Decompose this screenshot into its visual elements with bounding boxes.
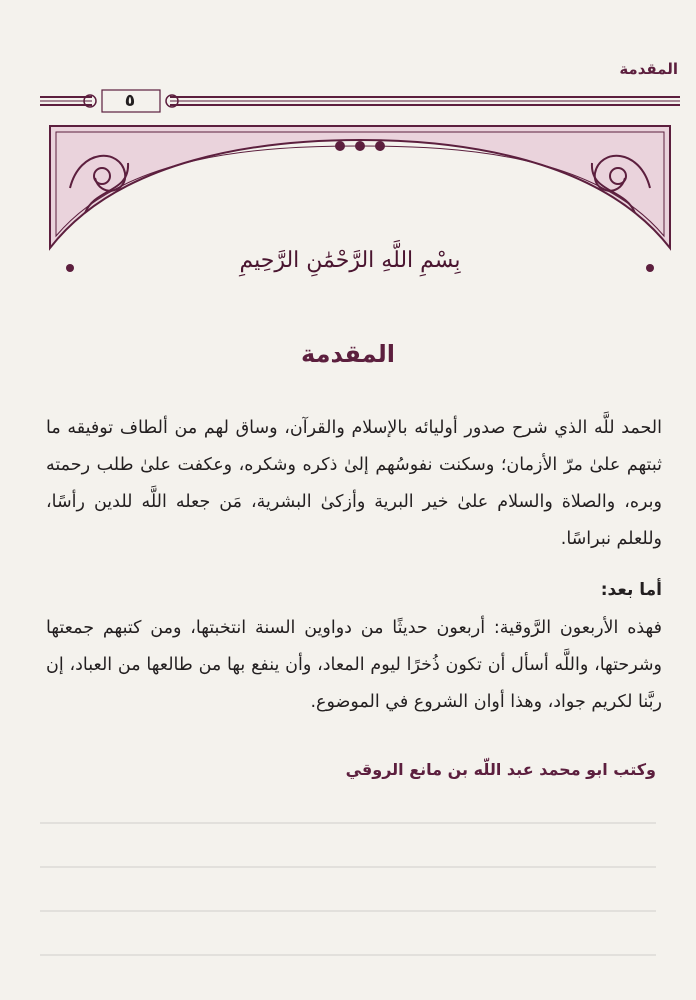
bismillah: بِسْمِ اللَّهِ الرَّحْمَٰنِ الرَّحِيمِ <box>239 248 461 273</box>
section-title: المقدمة <box>301 340 395 368</box>
main-paragraph: فهذه الأربعون الرَّوقية: أربعون حديثًا من دواوين السنة انتخبتها، ومن كتبهم جمعتها وشرحتها، واللَّه أسأل أن تكون ذُخرًا ليوم المعاد، وأن ينفع بها من طالعها من العباد، إن ربَّنا لكريم جواد، وهذا أوان الشروع في الموضوع. <box>46 618 662 712</box>
page-number: ٥ <box>124 91 136 111</box>
intro-paragraph: الحمد للَّه الذي شرح صدور أوليائه بالإسلام والقرآن، وساق لهم من ألطاف توفيقه ما ثبتهم علىٰ مرّ الأزمان؛ وسكنت نفوسُهم إلىٰ ذكره وشكره، وعكفت علىٰ طلب رحمته وبره، والصلاة والسلام علىٰ خير البرية وأزكىٰ البشرية، مَن جعله اللَّه للدين رأسًا، وللعلم نبراسًا. <box>46 418 662 549</box>
author-signature: وكتب ابو محمد عبد اللّه بن مانع الروقي <box>345 760 656 779</box>
bleed-through-texture <box>0 790 696 1000</box>
running-title: المقدمة <box>619 60 678 78</box>
amma-baad-heading: أما بعد: <box>600 580 662 600</box>
